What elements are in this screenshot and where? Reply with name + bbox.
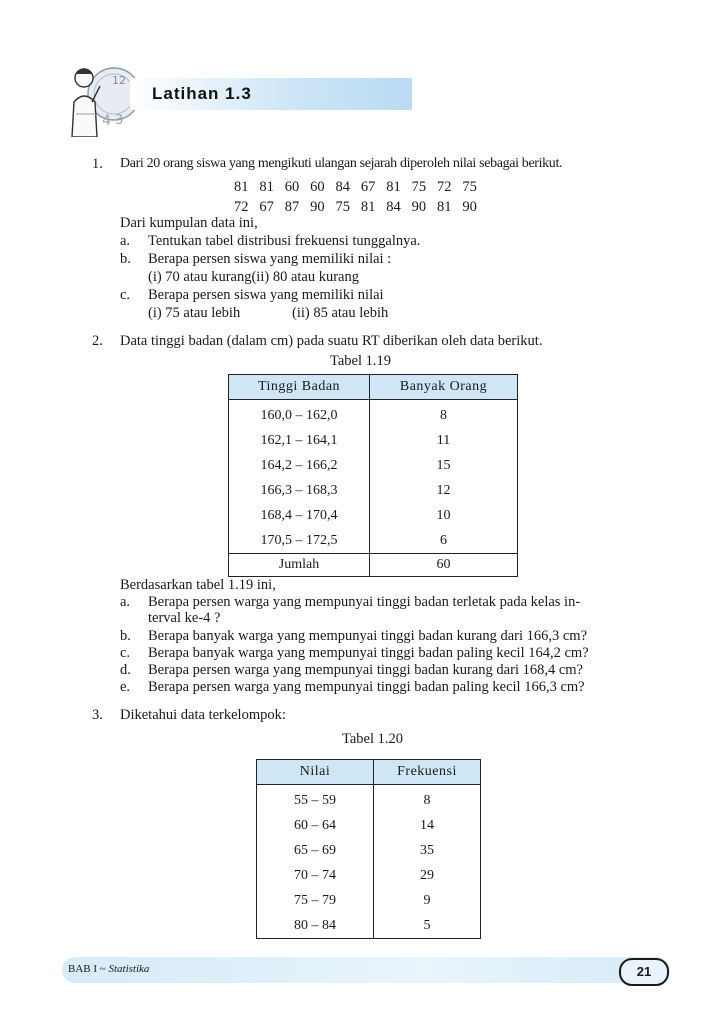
q2-lead: Berdasarkan tabel 1.19 ini, [120,577,276,593]
table-cell: 5 [374,913,481,939]
table-row [257,813,481,838]
q2-a-text: Berapa persen warga yang mempunyai tinggi badan terletak pada kelas in- [148,594,581,610]
q2-c-text: Berapa banyak warga yang mempunyai tinggi badan paling kecil 164,2 cm? [148,645,589,661]
table-total-value: 60 [370,554,518,577]
table-row [257,888,481,913]
q1-b-sub: (i) 70 atau kurang(ii) 80 atau kurang [148,269,359,285]
q1-a-text: Tentukan tabel distribusi frekuensi tunggalnya. [148,233,421,249]
table-cell: 170,5 – 172,5 [229,528,370,554]
q2-d-label: d. [120,662,131,678]
svg-text:12: 12 [112,74,126,87]
table-row [229,453,518,478]
q1-data-row-1: 81 81 60 60 84 67 81 75 72 75 [234,179,477,195]
q1-c-label: c. [120,287,131,303]
table-total-label: Jumlah [229,554,370,577]
q1-intro: Dari 20 orang siswa yang mengikuti ulangan sejarah diperoleh nilai sebagai berikut. [120,156,563,171]
table-row [257,863,481,888]
q3-intro: Diketahui data terkelompok: [120,707,286,723]
table-total-row [229,554,518,577]
table-cell: 80 – 84 [257,913,374,939]
table-row [229,478,518,503]
q2-e-label: e. [120,679,131,695]
table-cell: 10 [370,503,518,528]
q2-a-label: a. [120,594,131,610]
table-119-caption: Tabel 1.19 [330,353,391,369]
footer-chapter-title: Statistika [108,963,150,975]
table-cell: 15 [370,453,518,478]
footer-chapter-label: BAB I [68,963,98,975]
table-cell: 14 [374,813,481,838]
table-cell: 160,0 – 162,0 [229,400,370,429]
q1-b-label: b. [120,251,131,267]
q2-c-label: c. [120,645,131,661]
q1-c-sub-1: (i) 75 atau lebih [148,305,241,321]
table-cell: 168,4 – 170,4 [229,503,370,528]
q2-number: 2. [92,333,103,349]
table-row [229,503,518,528]
q2-d-text: Berapa persen warga yang mempunyai tinggi badan kurang dari 168,4 cm? [148,662,583,678]
table-119-header-height: Tinggi Badan [229,375,370,400]
table-row [257,838,481,863]
footer-separator: ~ [99,963,106,975]
svg-text:3: 3 [115,113,124,128]
q1-b-text: Berapa persen siswa yang memiliki nilai : [148,251,392,267]
q1-c-text: Berapa persen siswa yang memiliki nilai [148,287,384,303]
student-with-clock-illustration [62,62,140,137]
page-number: 21 [619,958,669,986]
q1-a-label: a. [120,233,131,249]
table-cell: 8 [370,400,518,429]
table-row [229,400,518,429]
table-cell: 8 [374,785,481,814]
q1-number: 1. [92,156,103,172]
table-cell: 166,3 – 168,3 [229,478,370,503]
q1-data-row-2: 72 67 87 90 75 81 84 90 81 90 [234,199,477,215]
q2-a-text-cont: terval ke-4 ? [148,610,221,626]
table-119 [228,374,518,577]
table-cell: 11 [370,428,518,453]
table-cell: 164,2 – 166,2 [229,453,370,478]
table-cell: 55 – 59 [257,785,374,814]
table-cell: 9 [374,888,481,913]
table-row [257,913,481,939]
q2-b-text: Berapa banyak warga yang mempunyai tinggi badan kurang dari 166,3 cm? [148,628,588,644]
exercise-title: Latihan 1.3 [152,84,252,103]
table-cell: 12 [370,478,518,503]
table-cell: 6 [370,528,518,554]
q1-c-sub-2: (ii) 85 atau lebih [292,305,389,321]
table-120-caption: Tabel 1.20 [342,731,403,747]
footer-chapter [68,963,149,975]
table-cell: 29 [374,863,481,888]
table-row [229,428,518,453]
table-120 [256,759,481,939]
svg-text:4: 4 [102,113,111,129]
table-cell: 65 – 69 [257,838,374,863]
table-cell: 75 – 79 [257,888,374,913]
table-row [229,528,518,554]
q2-b-label: b. [120,628,131,644]
table-120-header-value: Nilai [257,760,374,785]
table-cell: 162,1 – 164,1 [229,428,370,453]
table-cell: 35 [374,838,481,863]
table-cell: 70 – 74 [257,863,374,888]
q2-intro: Data tinggi badan (dalam cm) pada suatu RT diberikan oleh data berikut. [120,333,543,349]
table-row [257,785,481,814]
table-120-header-frequency: Frekuensi [374,760,481,785]
q1-lead: Dari kumpulan data ini, [120,215,258,231]
footer-band [62,957,670,983]
q3-number: 3. [92,707,103,723]
table-cell: 60 – 64 [257,813,374,838]
q2-e-text: Berapa persen warga yang mempunyai tinggi badan paling kecil 166,3 cm? [148,679,585,695]
table-119-header-count: Banyak Orang [370,375,518,400]
